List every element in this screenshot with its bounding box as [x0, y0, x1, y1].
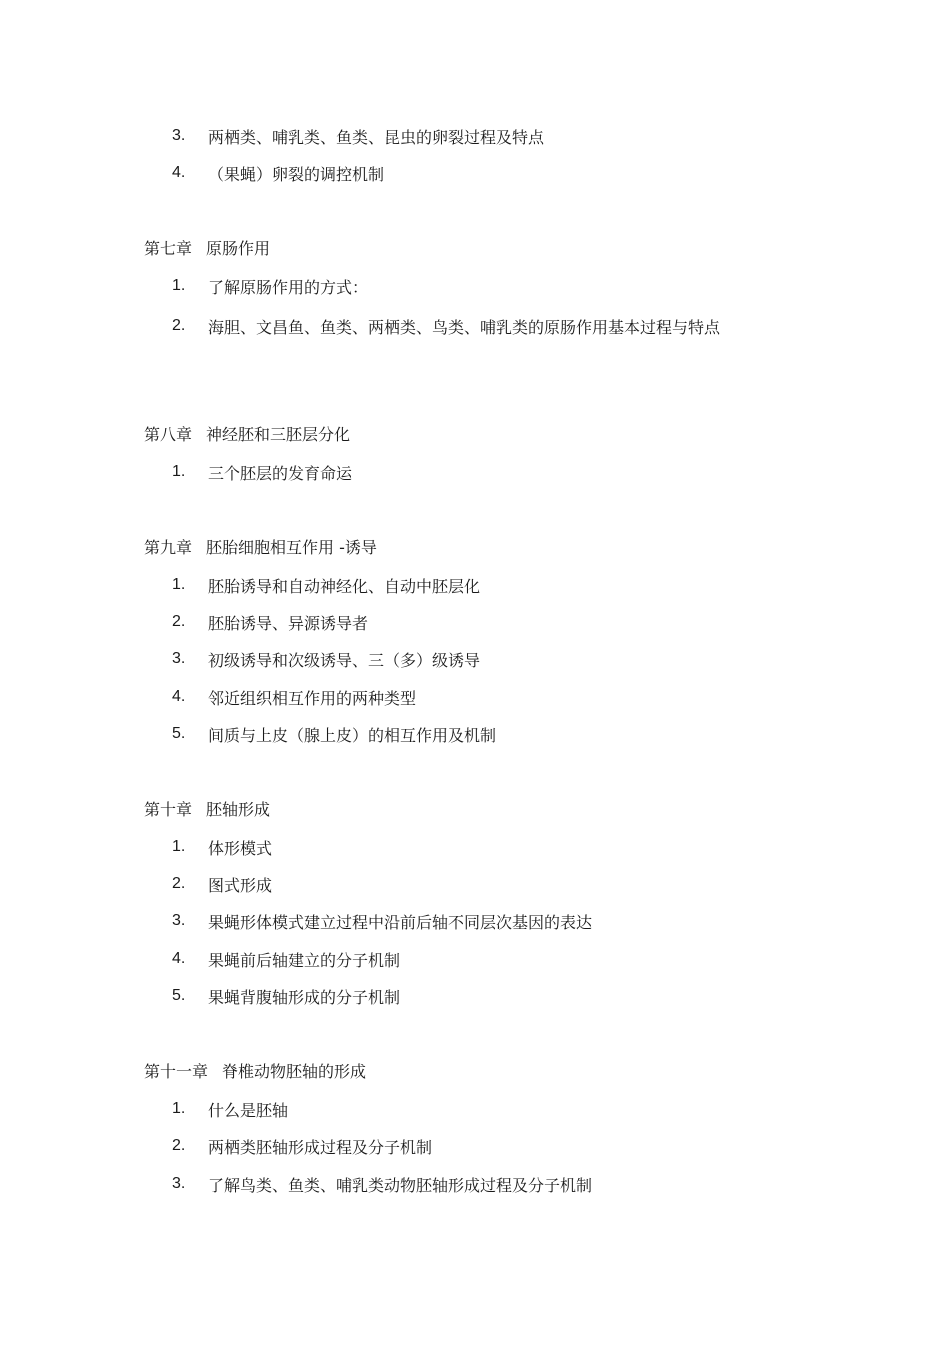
- list-item-number: 1.: [172, 838, 186, 855]
- list-item-text: 海胆、文昌鱼、鱼类、两栖类、鸟类、哺乳类的原肠作用基本过程与特点: [208, 318, 721, 337]
- chapter-heading-9: [144, 535, 377, 558]
- chapter-number: 第九章: [144, 538, 193, 557]
- chapter-title: 原肠作用: [206, 239, 271, 258]
- list-item-number: 3.: [172, 1175, 186, 1192]
- chapter-heading-8: [144, 422, 350, 445]
- list-item: [0, 573, 950, 601]
- list-item-number: 3.: [172, 912, 186, 929]
- list-item-number: 1.: [172, 277, 186, 294]
- list-item-text: 体形模式: [208, 839, 273, 858]
- chapter-number: 第八章: [144, 425, 193, 444]
- chapter-number: 第十章: [144, 800, 193, 819]
- list-item-number: 2.: [172, 317, 186, 334]
- list-item: [0, 1134, 950, 1162]
- list-item-number: 2.: [172, 875, 186, 892]
- chapter-title: 胚轴形成: [206, 800, 271, 819]
- list-item: [0, 947, 950, 975]
- list-item-text: 两栖类、哺乳类、鱼类、昆虫的卵裂过程及特点: [208, 128, 545, 147]
- list-item-number: 1.: [172, 576, 186, 593]
- list-item: [0, 984, 950, 1012]
- list-item: [0, 835, 950, 863]
- list-item-text: 图式形成: [208, 876, 273, 895]
- list-item: [0, 460, 950, 488]
- list-item-number: 1.: [172, 1100, 186, 1117]
- list-item-text: 邻近组织相互作用的两种类型: [208, 689, 417, 708]
- list-item: [0, 610, 950, 638]
- list-item-number: 5.: [172, 987, 186, 1004]
- chapter-heading-7: [144, 236, 270, 259]
- list-item-text: （果蝇）卵裂的调控机制: [208, 165, 385, 184]
- chapter-title: 胚胎细胞相互作用 -诱导: [206, 538, 377, 557]
- list-item-text: 两栖类胚轴形成过程及分子机制: [208, 1138, 433, 1157]
- chapter-number: 第七章: [144, 239, 193, 258]
- list-item: [0, 722, 950, 750]
- list-item: [0, 161, 950, 189]
- list-item: [0, 872, 950, 900]
- list-item-text: 了解原肠作用的方式：: [208, 278, 369, 297]
- list-item-number: 4.: [172, 950, 186, 967]
- list-item: [0, 685, 950, 713]
- list-item-number: 3.: [172, 127, 186, 144]
- list-item-number: 3.: [172, 650, 186, 667]
- list-item-text: 果蝇形体模式建立过程中沿前后轴不同层次基因的表达: [208, 913, 593, 932]
- list-item-text: 果蝇背腹轴形成的分子机制: [208, 988, 401, 1007]
- list-item: [0, 1172, 950, 1200]
- list-item-number: 4.: [172, 688, 186, 705]
- list-item: [0, 909, 950, 937]
- list-item: [0, 647, 950, 675]
- list-item-text: 什么是胚轴: [208, 1101, 289, 1120]
- chapter-heading-11: [144, 1059, 366, 1082]
- chapter-heading-10: [144, 797, 270, 820]
- list-item-number: 2.: [172, 1137, 186, 1154]
- list-item: [0, 124, 950, 152]
- list-item: [0, 1097, 950, 1125]
- list-item-text: 初级诱导和次级诱导、三（多）级诱导: [208, 651, 481, 670]
- chapter-title: 脊椎动物胚轴的形成: [222, 1062, 367, 1081]
- list-item-text: 胚胎诱导和自动神经化、自动中胚层化: [208, 577, 481, 596]
- list-item-number: 4.: [172, 164, 186, 181]
- list-item-text: 三个胚层的发育命运: [208, 464, 353, 483]
- list-item-text: 胚胎诱导、异源诱导者: [208, 614, 369, 633]
- list-item-text: 果蝇前后轴建立的分子机制: [208, 951, 401, 970]
- chapter-number: 第十一章: [144, 1062, 209, 1081]
- chapter-title: 神经胚和三胚层分化: [206, 425, 351, 444]
- list-item: [0, 274, 950, 302]
- list-item-number: 5.: [172, 725, 186, 742]
- list-item-number: 1.: [172, 463, 186, 480]
- list-item: [0, 314, 950, 370]
- list-item-text: 了解鸟类、鱼类、哺乳类动物胚轴形成过程及分子机制: [208, 1176, 593, 1195]
- list-item-text: 间质与上皮（腺上皮）的相互作用及机制: [208, 726, 497, 745]
- list-item-number: 2.: [172, 613, 186, 630]
